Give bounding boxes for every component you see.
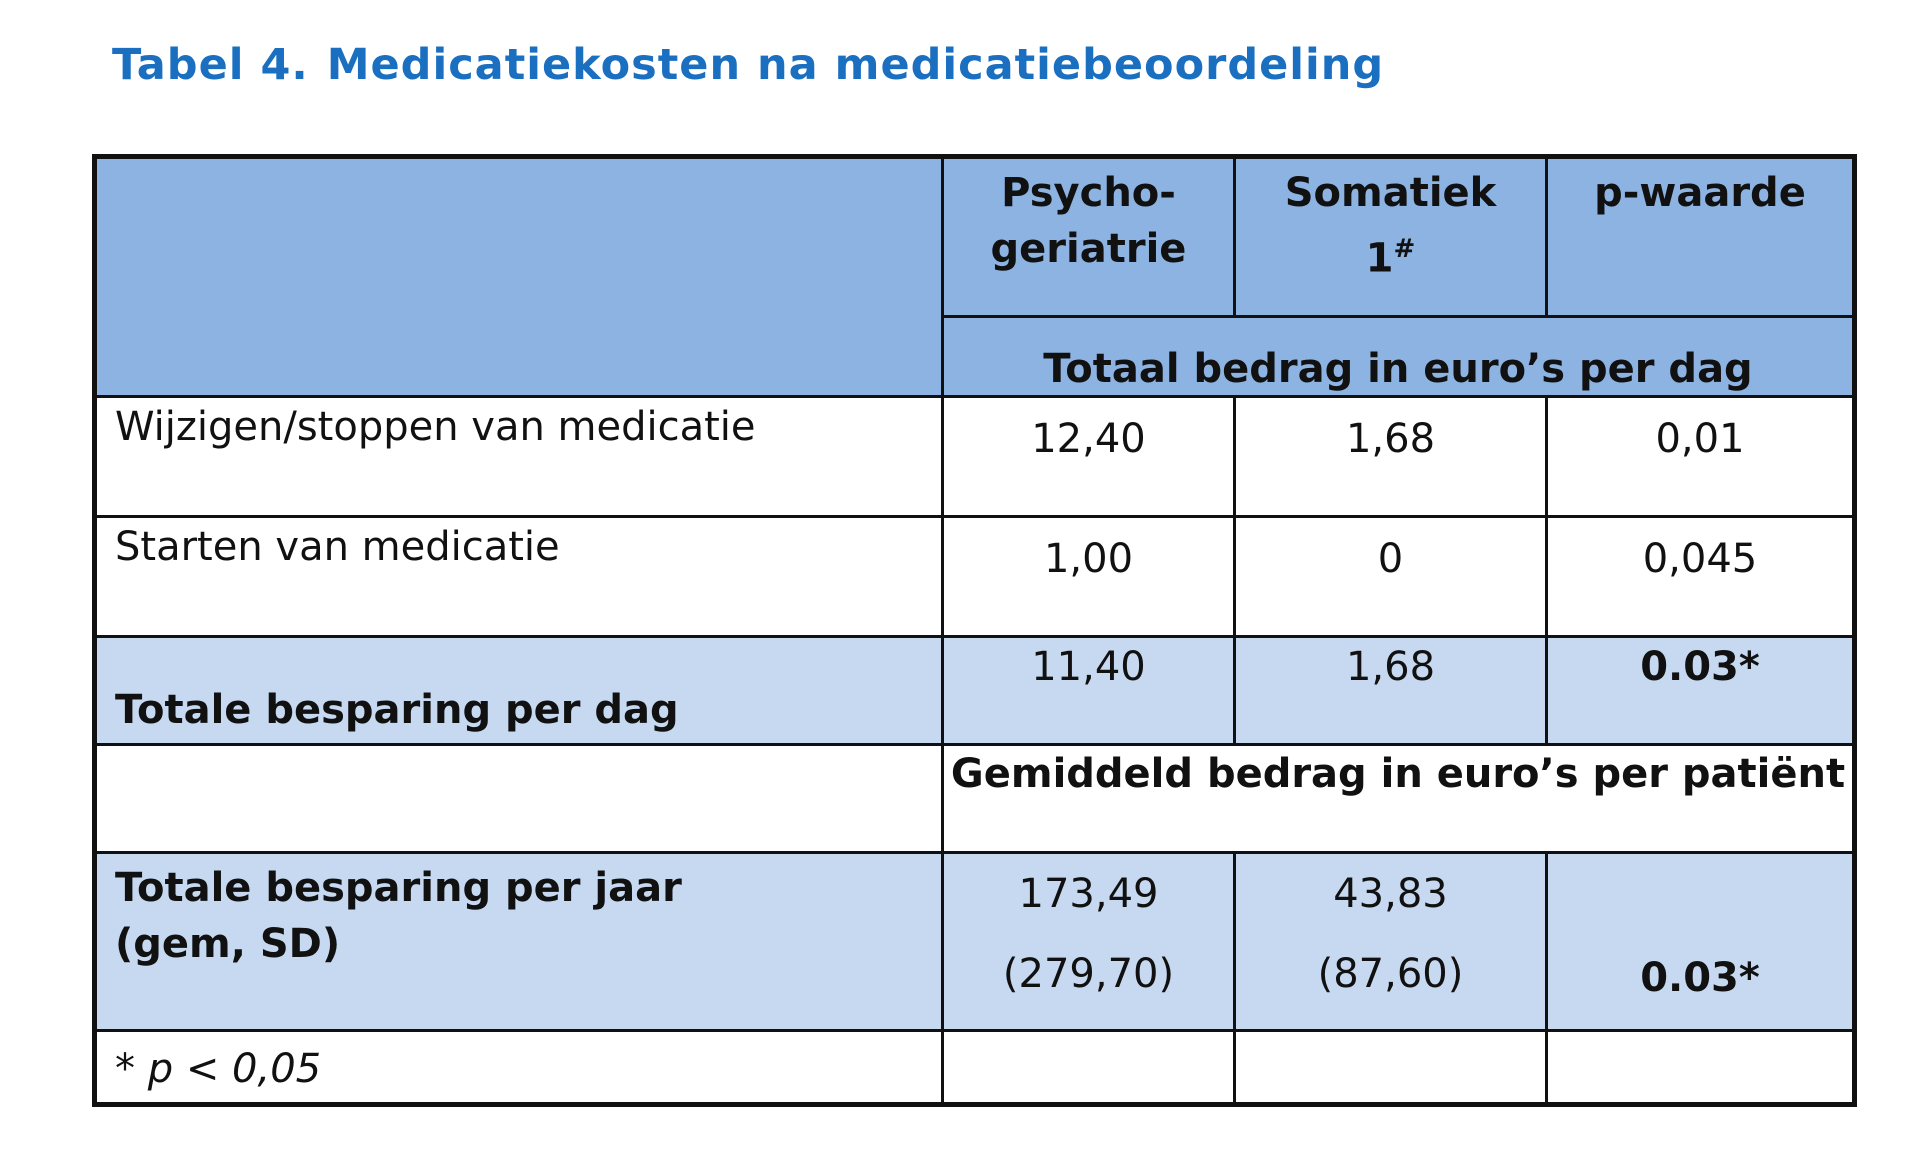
cell-somatiek-total-day: 1,68	[1235, 637, 1547, 745]
cell-somatiek-wijzigen: 1,68	[1235, 397, 1547, 517]
cell-psycho-wijzigen: 12,40	[943, 397, 1235, 517]
table-number: Tabel 4.	[112, 40, 309, 90]
table-title	[112, 40, 1384, 90]
row-label-wijzigen: Wijzigen/stoppen van medicatie	[95, 397, 943, 517]
footnote-empty-1	[943, 1031, 1235, 1105]
header-total-per-day: Totaal bedrag in euro’s per dag	[943, 317, 1855, 397]
cell-psycho-starten: 1,00	[943, 517, 1235, 637]
row-label-total-year: Totale besparing per jaar (gem, SD)	[95, 853, 943, 1031]
cell-p-total-year: 0.03*	[1547, 853, 1855, 1031]
cell-psycho-total-day: 11,40	[943, 637, 1235, 745]
header-psychogeriatrie: Psycho- geriatrie	[943, 157, 1235, 317]
cell-psycho-total-year: 173,49 (279,70)	[943, 853, 1235, 1031]
footnote-empty-3	[1547, 1031, 1855, 1105]
row-label-starten: Starten van medicatie	[95, 517, 943, 637]
medication-cost-table	[92, 154, 1857, 1107]
span2-empty-cell	[95, 745, 943, 853]
header-somatiek: Somatiek 1#	[1235, 157, 1547, 317]
cell-somatiek-total-year: 43,83 (87,60)	[1235, 853, 1547, 1031]
cell-somatiek-starten: 0	[1235, 517, 1547, 637]
table-caption: Medicatiekosten na medicatiebeoordeling	[326, 40, 1385, 90]
header-empty-cell	[95, 157, 943, 397]
cell-p-total-day: 0.03*	[1547, 637, 1855, 745]
footnote-empty-2	[1235, 1031, 1547, 1105]
row-label-total-day: Totale besparing per dag	[95, 637, 943, 745]
footnote-marker: #	[1393, 234, 1416, 264]
footnote: * p < 0,05	[95, 1031, 943, 1105]
header-mean-per-patient: Gemiddeld bedrag in euro’s per patiënt	[943, 745, 1855, 853]
header-p-waarde: p-waarde	[1547, 157, 1855, 317]
cell-p-starten: 0,045	[1547, 517, 1855, 637]
cell-p-wijzigen: 0,01	[1547, 397, 1855, 517]
